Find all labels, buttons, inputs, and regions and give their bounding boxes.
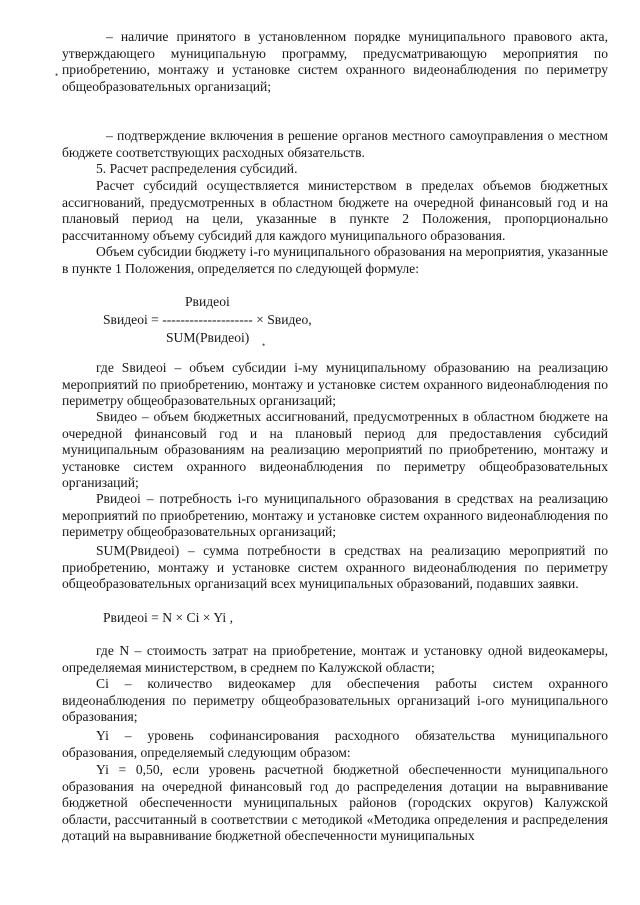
paragraph-definition-yi: Yi – уровень софинансирования расходного обязательства муниципального образования, определяемый следующим образом: (62, 728, 608, 760)
paragraph-condition-budget-decision: – подтверждение включения в решение органов местного самоуправления о местном бюджете соответствующих расходных обязательств. (62, 128, 608, 160)
paragraph-yi-rule: Yi = 0,50, если уровень расчетной бюджетной обеспеченности муниципального образования на очередной финансовый год до распределения дотации на выравнивание бюджетной обеспеченности муниципальных районов (городских округов) Калужской области, рассчитанный в соответствии с методикой «Методика определения и распределения дотаций на выравнивание бюджетной обеспеченности муниципальных (62, 762, 608, 843)
paragraph-definition-svideo: Sвидео – объем бюджетных ассигнований, предусмотренных в областном бюджете на очередной финансовый год и на плановый период для предоставления субсидий муниципальным образованиям на реализацию мероприятий по приобретению, монтажу и установке систем охранного видеонаблюдения по периметру общеобразовательных организаций; (62, 409, 608, 490)
paragraph-formula-intro: Объем субсидии бюджету i-го муниципального образования на мероприятия, указанные в пункте 1 Положения, определяется по следующей формуле: (62, 244, 608, 276)
scan-speck: • (55, 70, 59, 80)
paragraph-definition-sum: SUM(Pвидеоi) – сумма потребности в средствах на реализацию мероприятий по приобретению, монтажу и установке систем охранного видеонаблюдения по периметру общеобразовательных организаций всех муниципальных образований, подавших заявки. (62, 543, 608, 591)
paragraph-calculation-basis: Расчет субсидий осуществляется министерством в пределах объемов бюджетных ассигнований, предусмотренных в областном бюджете на очередной финансовый год и на плановый период на цели, указанные в пункте 2 Положения, пропорционально рассчитанному объему субсидий для каждого муниципального образования. (62, 178, 608, 243)
formula-main-line: Sвидеоi = -------------------- × Sвидео, (103, 312, 312, 327)
paragraph-condition-legal-act: – наличие принятого в установленном порядке муниципального правового акта, утверждающего муниципальную программу, предусматривающую мероприятия по приобретению, монтажу и установке систем охранного видеонаблюдения по периметру общеобразовательных организаций; (62, 29, 608, 94)
paragraph-definition-n: где N – стоимость затрат на приобретение, монтаж и установку одной видеокамеры, определяемая министерством, в среднем по Калужской области; (62, 643, 608, 675)
formula-numerator: Pвидеоi (185, 294, 230, 309)
paragraph-definition-ci: Ci – количество видеокамер для обеспечения работы систем охранного видеонаблюдения по периметру общеобразовательных организаций i-ого муниципального образования; (62, 676, 608, 724)
formula-denominator: SUM(Pвидеоi) (166, 330, 250, 345)
scan-speck: • (262, 340, 266, 350)
paragraph-definition-svideoi: где Sвидеоi – объем субсидии i-му муниципальному образованию на реализацию мероприятий по приобретению, монтажу и установке систем охранного видеонаблюдения по периметру общеобразовательных организаций; (62, 360, 608, 408)
formula-need: Pвидеоi = N × Ci × Yi , (103, 610, 233, 625)
section-heading-subsidy-calculation: 5. Расчет распределения субсидий. (96, 161, 298, 176)
paragraph-definition-pvideoi: Pвидеоi – потребность i-го муниципального образования в средствах на реализацию мероприятий по приобретению, монтажу и установке систем охранного видеонаблюдения по периметру общеобразовательных организаций; (62, 491, 608, 539)
